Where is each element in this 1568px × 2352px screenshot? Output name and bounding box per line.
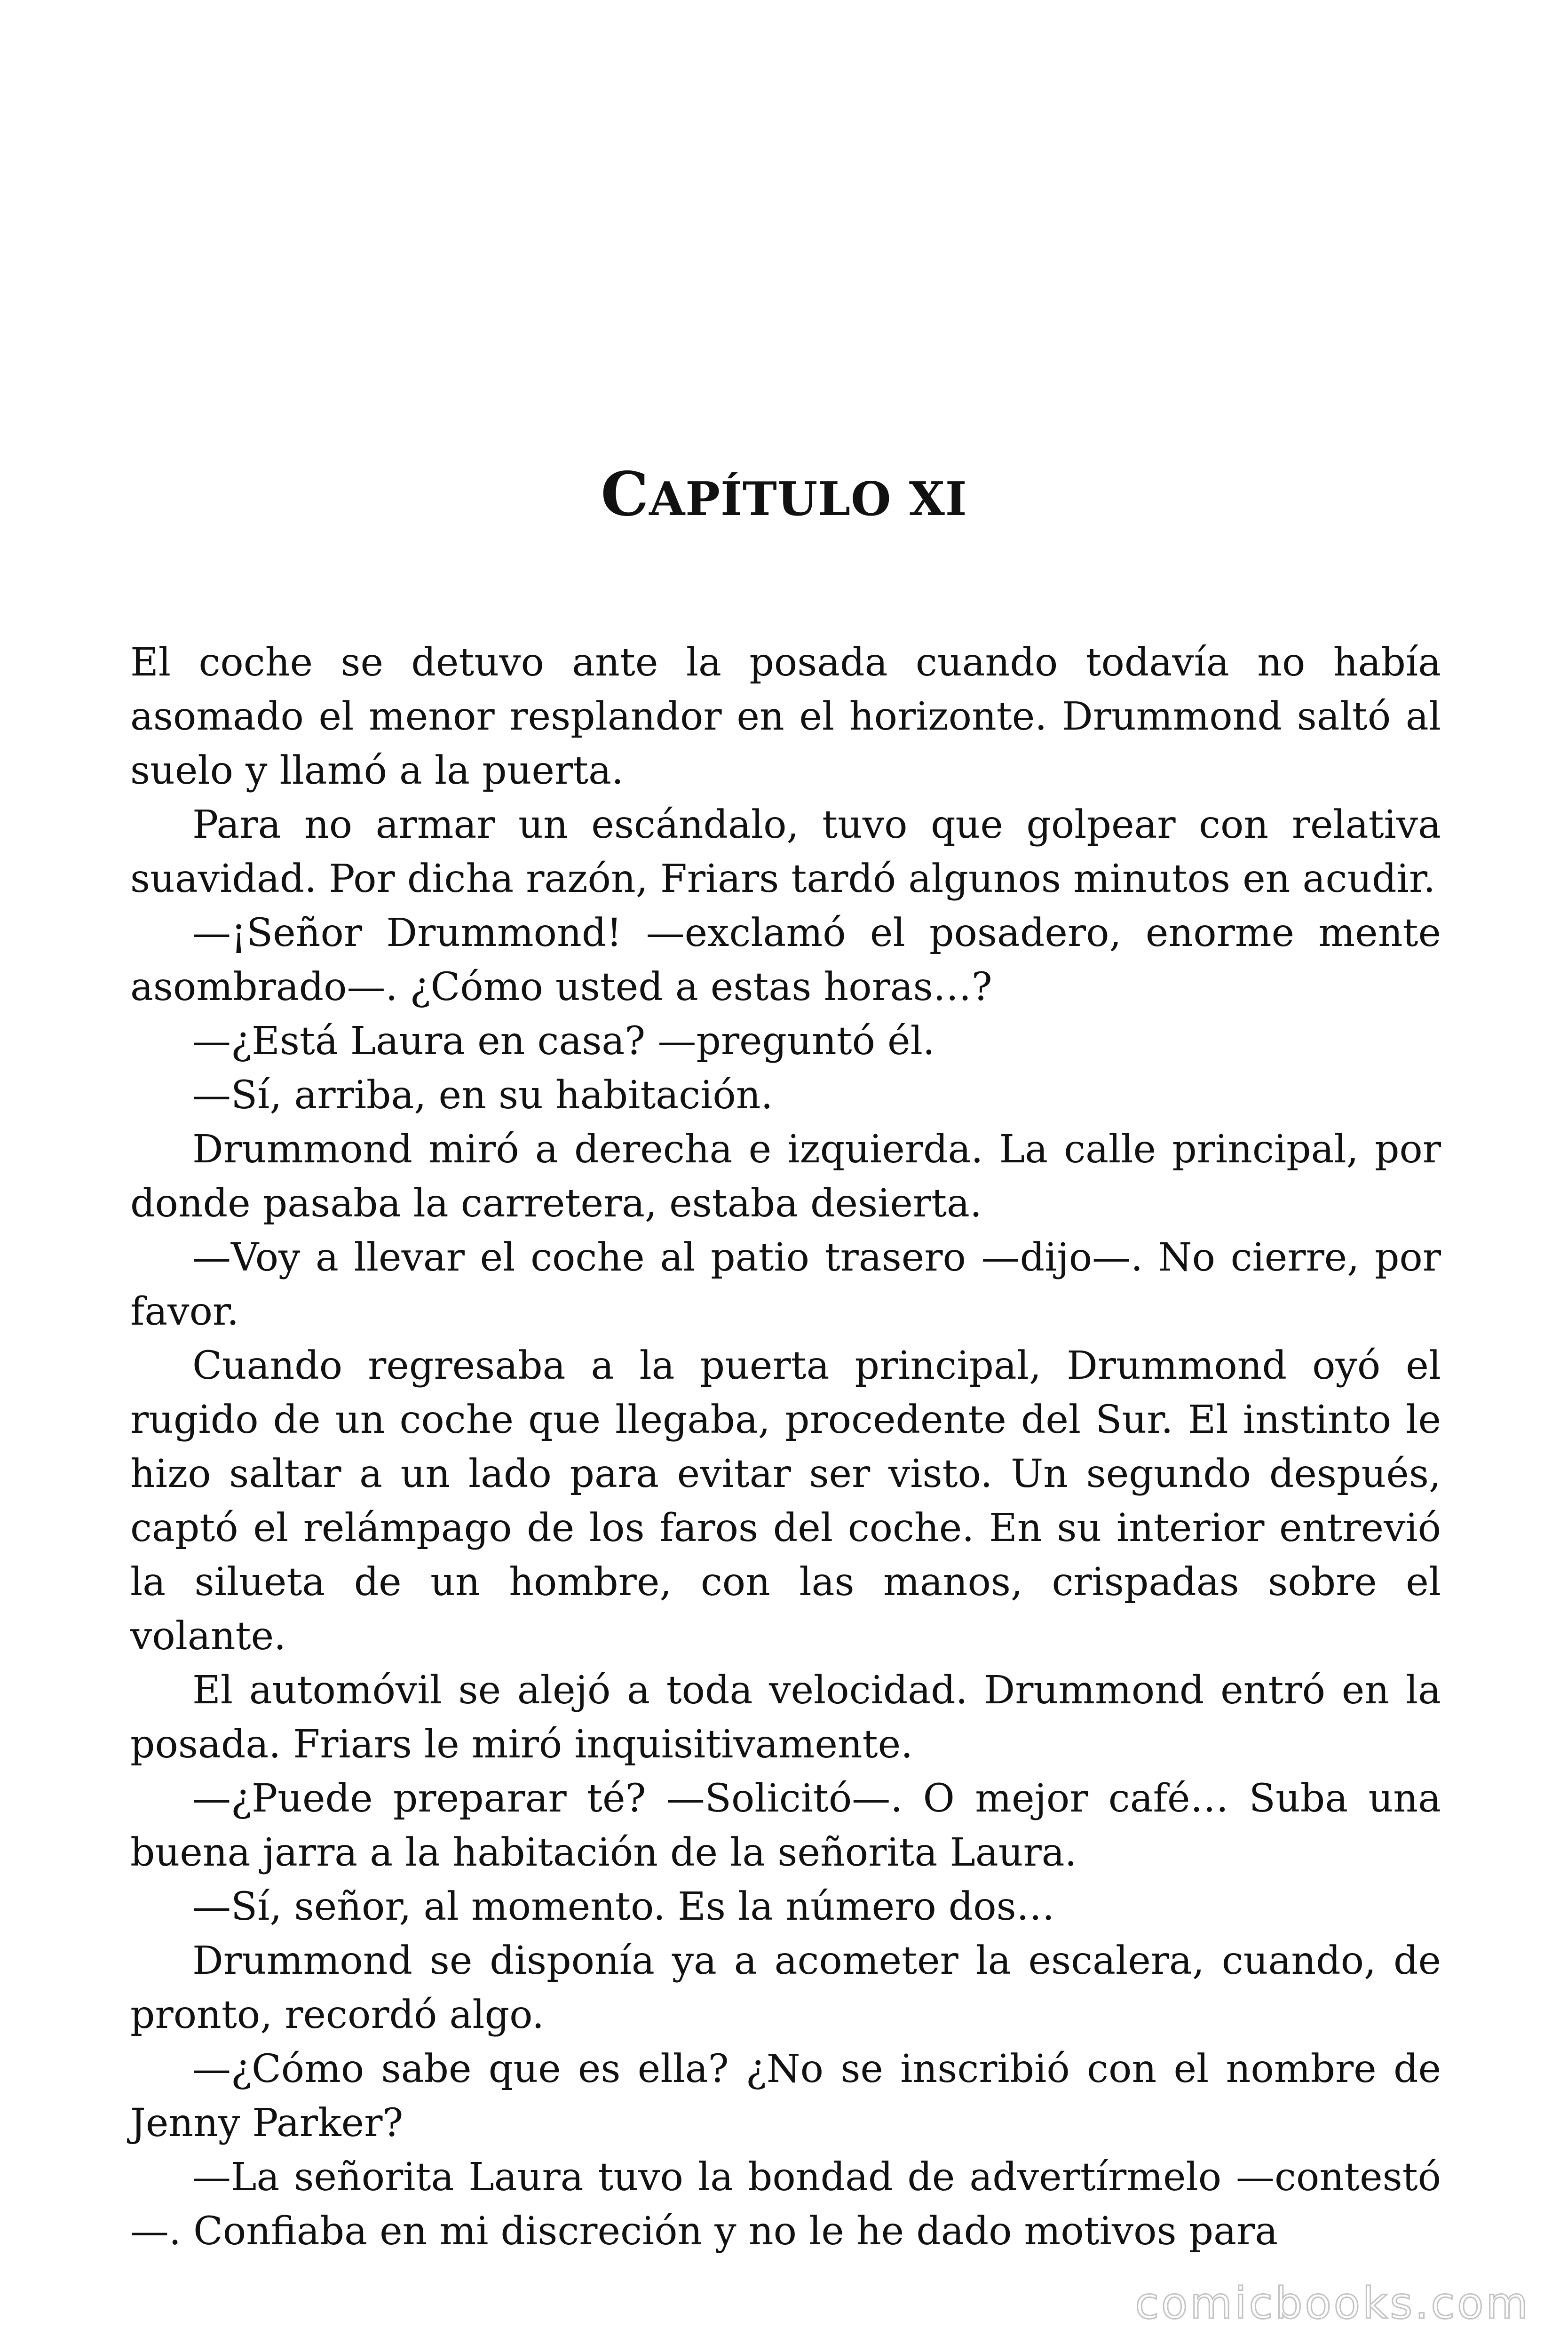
paragraph: El automóvil se alejó a toda velocidad. Drummond entró en la posada. Friars le miró inquisitivamente. xyxy=(130,1668,1441,1767)
watermark: comicbooks.com xyxy=(1135,2278,1530,2328)
paragraph: El coche se detuvo ante la posada cuando todavía no había asomado el menor resplandor en el horizonte. Drummond saltó al suelo y llamó a la puerta. xyxy=(130,640,1441,793)
paragraph: Drummond se disponía ya a acometer la escalera, cuando, de pronto, recordó algo. xyxy=(130,1939,1441,2037)
paragraph: —La señorita Laura tuvo la bondad de advertírmelo —contestó —. Confiaba en mi discreción y no le he dado motivos para xyxy=(130,2155,1441,2254)
paragraph: —¿Está Laura en casa? —preguntó él. xyxy=(192,1019,935,1064)
chapter-body xyxy=(130,636,1441,2258)
paragraph: Cuando regresaba a la puerta principal, Drummond oyó el rugido de un coche que llegaba, procedente del Sur. El instinto le hizo saltar a un lado para evitar ser visto. Un segundo después, captó el relámpago de los faros del coche. En su interior entrevió la silueta de un hombre, con las manos, crispadas sobre el volante. xyxy=(130,1343,1441,1659)
paragraph: Para no armar un escándalo, tuvo que golpear con relativa suavidad. Por dicha razón, Friars tardó algunos minutos en acudir. xyxy=(130,803,1441,901)
chapter-title-initial: C xyxy=(601,459,649,530)
paragraph: Drummond miró a derecha e izquierda. La calle principal, por donde pasaba la carretera, estaba desierta. xyxy=(130,1127,1441,1226)
paragraph: —Voy a llevar el coche al patio trasero —dijo—. No cierre, por favor. xyxy=(130,1235,1441,1334)
paragraph: —Sí, señor, al momento. Es la número dos… xyxy=(192,1884,1055,1929)
chapter-number: XI xyxy=(909,472,967,526)
paragraph: —Sí, arriba, en su habitación. xyxy=(192,1073,773,1118)
chapter-title xyxy=(0,459,1568,531)
paragraph: —¿Puede preparar té? —Solicitó—. O mejor café… Suba una buena jarra a la habitación de la señorita Laura. xyxy=(130,1776,1441,1875)
chapter-title-word: APÍTULO xyxy=(649,472,892,526)
paragraph: —¡Señor Drummond! —exclamó el posadero, enorme mente asombrado—. ¿Cómo usted a estas horas…? xyxy=(130,911,1441,1009)
paragraph: —¿Cómo sabe que es ella? ¿No se inscribió con el nombre de Jenny Parker? xyxy=(130,2047,1441,2145)
